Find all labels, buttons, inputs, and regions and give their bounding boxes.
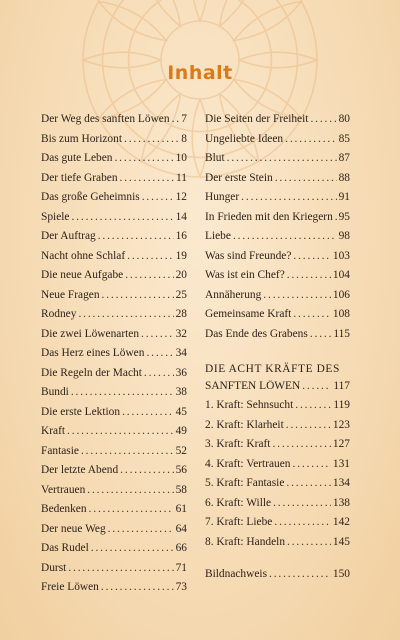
toc-entry[interactable] [41,503,187,523]
dot-leader [71,386,174,398]
entry-title: Der neue Weg [41,522,106,535]
dot-leader [293,250,331,262]
entry-title: Nacht ohne Schlaf [41,249,126,262]
toc-entry[interactable] [41,542,187,562]
entry-title: Die zwei Löwenarten [41,327,140,340]
entry-title: Der Auftrag [41,230,96,242]
entry-page-number: 108 [332,308,350,320]
entry-page-number: 28 [175,308,187,320]
dot-leader [293,458,331,470]
dot-leader [273,497,331,509]
entry-page-number: 19 [175,249,187,262]
entry-page-number: 10 [175,152,187,164]
entry-page-number: 127 [332,438,350,450]
entry-title: 6. Kraft: Wille [205,496,272,509]
entry-page-number: 14 [175,210,187,223]
dot-leader [108,523,174,535]
toc-entry[interactable] [205,211,350,231]
toc-right-column [205,113,350,588]
entry-title: Die Regeln der Macht [41,366,142,379]
entry-title: Vertrauen [41,483,86,496]
toc-entry[interactable] [41,484,187,504]
dot-leader [241,191,336,203]
dot-leader [285,133,336,145]
toc-entry[interactable] [205,458,350,478]
entry-page-number: 123 [332,418,350,431]
entry-page-number: 106 [332,288,350,301]
entry-page-number: 52 [175,444,187,457]
dot-leader [87,484,173,496]
dot-leader [91,542,174,554]
entry-title: Bedenken [41,503,87,515]
dot-leader [286,419,331,431]
toc-entry-bildnachweis[interactable]: Bildnachweis . . . 150 [205,568,350,588]
entry-title: 8. Kraft: Handeln [205,535,286,548]
toc-entry[interactable] [205,250,350,270]
toc-entry[interactable] [205,497,350,517]
dot-leader [125,269,173,281]
entry-title: 5. Kraft: Fantasie [205,477,285,489]
dot-leader [293,308,331,320]
dot-leader [227,152,337,164]
toc-entry[interactable] [41,113,187,133]
entry-page-number: 134 [332,477,350,489]
toc-entry[interactable] [205,308,350,328]
entry-title: Das große Geheimnis [41,191,140,203]
entry-page-number: 88 [338,171,350,184]
dot-leader [144,367,174,379]
entry-page-number: 64 [175,522,187,535]
dot-leader [141,328,174,340]
toc-entry[interactable] [41,425,187,445]
dot-leader [120,172,175,184]
toc-entry[interactable] [205,113,350,133]
dot-leader [263,289,331,301]
entry-title: Die neue Aufgabe [41,269,124,281]
entry-page-number: 145 [332,535,350,548]
page-title: Inhalt [167,62,233,84]
entry-page-number: 95 [338,210,350,223]
toc-entry[interactable] [41,152,187,172]
entry-page-number: 119 [333,399,350,411]
dot-leader [142,191,174,203]
toc-entry[interactable] [41,172,187,192]
entry-page-number: 16 [175,230,187,242]
toc-entry[interactable] [41,269,187,289]
toc-entry[interactable] [205,133,350,153]
dot-leader [127,250,173,262]
dot-leader [114,152,173,164]
entry-page-number: 49 [175,425,187,437]
toc-entry[interactable] [41,386,187,406]
toc-entry[interactable] [41,328,187,348]
entry-page-number: 36 [175,366,187,379]
entry-title: 2. Kraft: Klarheit [205,418,284,431]
entry-page-number: 138 [332,496,350,509]
dot-leader [146,347,173,359]
toc-entry[interactable] [41,308,187,328]
dot-leader [295,399,331,411]
entry-title: 1. Kraft: Sehnsucht [205,399,294,411]
toc-entry[interactable] [41,562,187,582]
entry-page-number: 142 [332,516,350,528]
toc-entry[interactable] [205,328,350,348]
toc-entry[interactable] [41,211,187,231]
entry-page-number: 115 [333,327,350,340]
entry-page-number: 45 [175,405,187,418]
dot-leader [287,269,331,281]
dot-leader [120,464,173,476]
entry-page-number: 91 [338,191,350,203]
toc-entry[interactable] [205,477,350,497]
entry-page-number: 12 [175,191,187,203]
entry-title: Neue Fragen [41,288,100,301]
entry-title: In Frieden mit den Kriegern [205,210,333,223]
toc-entry[interactable] [205,191,350,211]
entry-page-number: 104 [332,269,350,281]
entry-page-number: 58 [175,483,187,496]
entry-title: 4. Kraft: Vertrauen [205,457,291,470]
section-heading-line1: DIE ACHT KRÄFTE DES [205,363,340,375]
toc-entry[interactable] [41,230,187,250]
dot-leader [286,477,331,489]
entry-title: Kraft [41,425,66,437]
entry-title: Der Weg des sanften Löwen [41,113,170,125]
entry-title: 3. Kraft: Kraft [205,438,271,450]
entry-title: Durst [41,561,67,574]
entry-page-number: 56 [175,464,187,476]
entry-page-number: 73 [175,581,187,593]
toc-entry[interactable] [205,419,350,439]
entry-title: Der letzte Abend [41,464,119,476]
entry-page-number: 61 [175,503,187,515]
toc-entry[interactable] [41,581,187,601]
toc-entry[interactable] [41,464,187,484]
entry-title: 7. Kraft: Liebe [205,516,273,528]
entry-title: Bis zum Horizont [41,132,122,145]
dot-leader [287,536,331,548]
entry-page-number: 66 [175,542,187,554]
entry-title: Das Rudel [41,542,89,554]
entry-title: Freie Löwen [41,581,99,593]
dot-leader [335,211,337,223]
dot-leader [122,406,174,418]
toc-entry[interactable] [41,250,187,270]
entry-title: Annäherung [205,288,262,301]
entry-title: Ungeliebte Ideen [205,132,284,145]
dot-leader [81,445,174,457]
dot-leader [124,133,179,145]
entry-page-number: 131 [332,457,350,470]
toc-entry[interactable] [205,516,350,536]
entry-page-number: 103 [332,249,350,262]
entry-title: Die erste Lektion [41,405,121,418]
toc-entry[interactable] [41,445,187,465]
entry-title: Blut [205,152,225,164]
dot-leader [68,562,173,574]
toc-entry[interactable] [205,152,350,172]
entry-page-number: 32 [175,327,187,340]
entry-title: Der erste Stein [205,171,273,184]
toc-entry[interactable] [205,172,350,192]
entry-page-number: 85 [338,132,350,145]
toc-entry[interactable] [205,438,350,458]
toc-entry[interactable] [205,230,350,250]
section-heading-line2[interactable]: SANFTEN LÖWEN . . . 117 [205,380,350,400]
dot-leader [78,308,173,320]
toc-entry[interactable] [41,406,187,426]
toc-entry[interactable] [205,289,350,309]
entry-title: Rodney [41,308,77,320]
entry-page-number: 71 [175,561,187,574]
entry-page-number: 98 [338,230,350,242]
entry-title: Die Seiten der Freiheit [205,113,309,125]
toc-entry[interactable] [41,347,187,367]
dot-leader [172,113,180,125]
entry-title: Der tiefe Graben [41,171,118,184]
dot-leader [67,425,174,437]
toc-entry[interactable] [41,289,187,309]
dot-leader [98,230,174,242]
dot-leader [89,503,174,515]
toc-entry[interactable] [41,523,187,543]
entry-title: Fantasie [41,444,79,457]
dot-leader [233,230,337,242]
toc-entry[interactable] [41,367,187,387]
dot-leader [102,289,174,301]
entry-title: Spiele [41,210,70,223]
entry-title: Was sind Freunde? [205,249,292,262]
toc-entry[interactable] [41,133,187,153]
entry-title: Das gute Leben [41,152,113,164]
entry-page-number: 7 [181,113,187,125]
toc-entry[interactable] [41,191,187,211]
entry-page-number: 34 [175,347,187,359]
entry-title: Das Ende des Grabens [205,327,308,340]
entry-title: Was ist ein Chef? [205,269,285,281]
toc-entry[interactable] [205,269,350,289]
entry-page-number: 80 [338,113,350,125]
entry-title: Hunger [205,191,240,203]
entry-title: Liebe [205,230,231,242]
entry-page-number: 87 [338,152,350,164]
entry-page-number: 38 [175,386,187,398]
dot-leader [310,328,332,340]
dot-leader [272,438,330,450]
entry-title: Gemeinsame Kraft [205,308,292,320]
toc-entry[interactable] [205,536,350,556]
dot-leader [101,581,174,593]
dot-leader [274,516,331,528]
toc-entry[interactable] [205,399,350,419]
entry-title: Bundi [41,386,69,398]
entry-page-number: 11 [176,171,187,184]
dot-leader [310,113,336,125]
entry-page-number: 8 [181,132,187,145]
entry-title: Das Herz eines Löwen [41,347,145,359]
dot-leader [71,211,173,223]
entry-page-number: 25 [175,288,187,301]
dot-leader [275,172,337,184]
entry-page-number: 20 [175,269,187,281]
toc-left-column [41,113,187,601]
